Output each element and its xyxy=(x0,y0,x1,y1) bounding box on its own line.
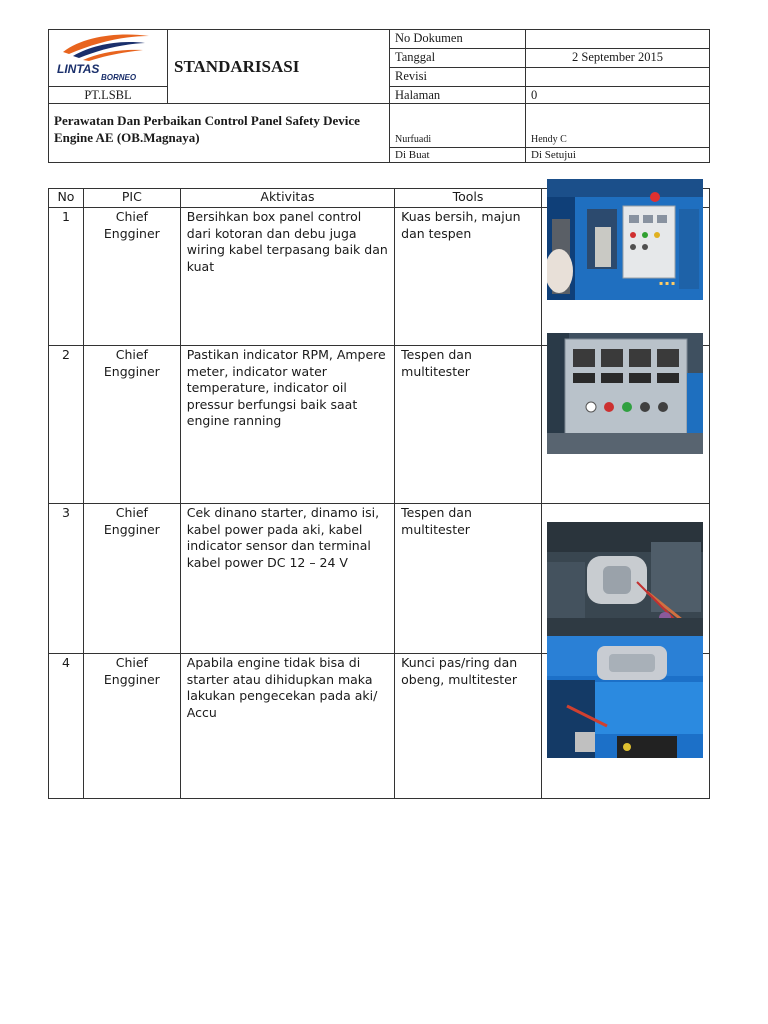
field-label: Revisi xyxy=(390,68,526,87)
row-tools: Tespen dan multitester xyxy=(395,346,542,504)
row-tools: Kuas bersih, majun dan tespen xyxy=(395,208,542,346)
signature-name: Hendy C xyxy=(526,104,710,148)
row-number: 3 xyxy=(49,504,84,654)
document-header xyxy=(48,29,710,163)
row-activity: Pastikan indicator RPM, Ampere meter, indicator water temperature, indicator oil pressur berfungsi baik saat engine ranning xyxy=(180,346,394,504)
column-header: No xyxy=(49,189,84,208)
row-number: 4 xyxy=(49,654,84,799)
column-header: PIC xyxy=(83,189,180,208)
row-pic: Chief Engginer xyxy=(83,504,180,654)
row-pic: Chief Engginer xyxy=(83,346,180,504)
field-label: No Dokumen xyxy=(390,30,526,49)
column-header: Tools xyxy=(395,189,542,208)
field-label: Tanggal xyxy=(390,49,526,68)
document-title: STANDARISASI xyxy=(168,30,390,104)
document-subject: Perawatan Dan Perbaikan Control Panel Safety Device Engine AE (OB.Magnaya) xyxy=(49,104,390,163)
svg-text:BORNEO: BORNEO xyxy=(101,73,137,82)
svg-text:▪ ▪ ▪: ▪ ▪ ▪ xyxy=(659,280,676,287)
row-activity: Apabila engine tidak bisa di starter atau dihidupkan maka lakukan pengecekan pada aki/ Accu xyxy=(180,654,394,799)
field-value xyxy=(526,68,710,87)
row-tools: Tespen dan multitester xyxy=(395,504,542,654)
field-value xyxy=(526,30,710,49)
signature-role: Di Buat xyxy=(390,147,526,162)
control-panel-box-photo xyxy=(547,179,703,300)
row-activity: Cek dinano starter, dinamo isi, kabel power pada aki, kabel indicator sensor dan terminal kabel power DC 12 – 24 V xyxy=(180,504,394,654)
signature-name: Nurfuadi xyxy=(390,104,526,148)
svg-text:LINTAS: LINTAS xyxy=(57,62,100,76)
row-tools: Kunci pas/ring dan obeng, multitester xyxy=(395,654,542,799)
row-pic: Chief Engginer xyxy=(83,654,180,799)
row-number: 1 xyxy=(49,208,84,346)
field-value: 2 September 2015 xyxy=(526,49,710,68)
gauge-panel-photo xyxy=(547,333,703,454)
column-header: Aktivitas xyxy=(180,189,394,208)
field-label: Halaman xyxy=(390,87,526,104)
company-logo xyxy=(49,30,168,87)
engine-battery-photo xyxy=(547,636,703,758)
row-pic: Chief Engginer xyxy=(83,208,180,346)
company-name: PT.LSBL xyxy=(49,87,168,104)
field-value: 0 xyxy=(526,87,710,104)
starter-motor-photo xyxy=(547,522,703,636)
lintas-borneo-logo-icon xyxy=(49,30,167,82)
row-activity: Bersihkan box panel control dari kotoran dan debu juga wiring kabel terpasang baik dan kuat xyxy=(180,208,394,346)
signature-role: Di Setujui xyxy=(526,147,710,162)
row-number: 2 xyxy=(49,346,84,504)
